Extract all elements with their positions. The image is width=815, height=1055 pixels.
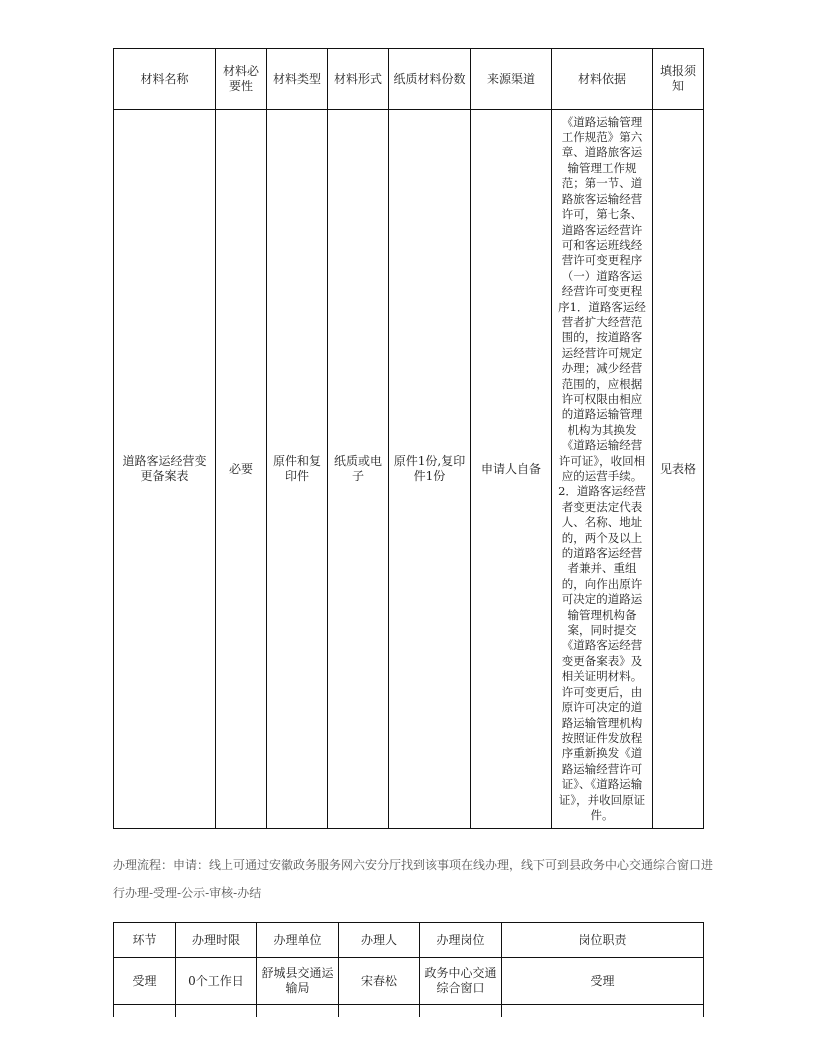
table-row-cut-off xyxy=(114,1005,704,1018)
cell-time-limit: 0个工作日 xyxy=(176,958,257,1005)
cell-material-form: 纸质或电子 xyxy=(328,110,389,829)
header-time-limit: 办理时限 xyxy=(176,923,257,958)
steps-table xyxy=(113,922,704,1017)
header-duty: 岗位职责 xyxy=(502,923,704,958)
header-material-type: 材料类型 xyxy=(267,49,328,110)
header-stage: 环节 xyxy=(114,923,176,958)
materials-header-row xyxy=(114,49,704,110)
steps-header-row xyxy=(114,923,704,958)
cell-unit: 舒城县交通运输局 xyxy=(257,958,339,1005)
table-row xyxy=(114,958,704,1005)
header-notice: 填报须知 xyxy=(653,49,704,110)
cell-stage: 受理 xyxy=(114,958,176,1005)
cell-basis: 《道路运输管理工作规范》第六章、道路旅客运输管理工作规范；第一节、道路旅客运输经营许可，第七条、道路客运经营许可和客运班线经营许可变更程序（一）道路客运经营许可变更程序1．道路客运经营者扩大经营范围的，按道路客运经营许可规定办理；减少经营范围的，应根据许可权限由相应的道路运输管理机构为其换发《道路运输经营许可证》，收回相应的运营手续。 2．道路客运经营者变更法定代表人、名称、地址的，两个及以上的道路客运经营者兼并、重组的，向作出原许可决定的道路运输管理机构备案，同时提交《道路客运经营变更备案表》及相关证明材料。许可变更后，由原许可决定的道路运输管理机构按照证件发放程序重新换发《道路运输经营许可证》、《道路运输证》，并收回原证件。 xyxy=(552,110,653,829)
table-row xyxy=(114,110,704,829)
cell-duty: 受理 xyxy=(502,958,704,1005)
cell-handler: 宋春松 xyxy=(339,958,420,1005)
cell-material-name: 道路客运经营变更备案表 xyxy=(114,110,216,829)
header-unit: 办理单位 xyxy=(257,923,339,958)
header-post: 办理岗位 xyxy=(420,923,502,958)
cell-necessity: 必要 xyxy=(216,110,267,829)
header-material-name: 材料名称 xyxy=(114,49,216,110)
header-source: 来源渠道 xyxy=(471,49,552,110)
materials-table xyxy=(113,48,704,829)
header-material-form: 材料形式 xyxy=(328,49,389,110)
header-paper-copies: 纸质材料份数 xyxy=(389,49,471,110)
header-handler: 办理人 xyxy=(339,923,420,958)
header-necessity: 材料必要性 xyxy=(216,49,267,110)
cell-notice: 见表格 xyxy=(653,110,704,829)
cell-paper-copies: 原件1份,复印件1份 xyxy=(389,110,471,829)
cell-source: 申请人自备 xyxy=(471,110,552,829)
cell-post: 政务中心交通综合窗口 xyxy=(420,958,502,1005)
header-basis: 材料依据 xyxy=(552,49,653,110)
process-description: 办理流程：申请：线上可通过安徽政务服务网六安分厅找到该事项在线办理，线下可到县政务中心交通综合窗口进行办理-受理-公示-审核-办结 xyxy=(113,858,714,900)
cell-material-type: 原件和复印件 xyxy=(267,110,328,829)
